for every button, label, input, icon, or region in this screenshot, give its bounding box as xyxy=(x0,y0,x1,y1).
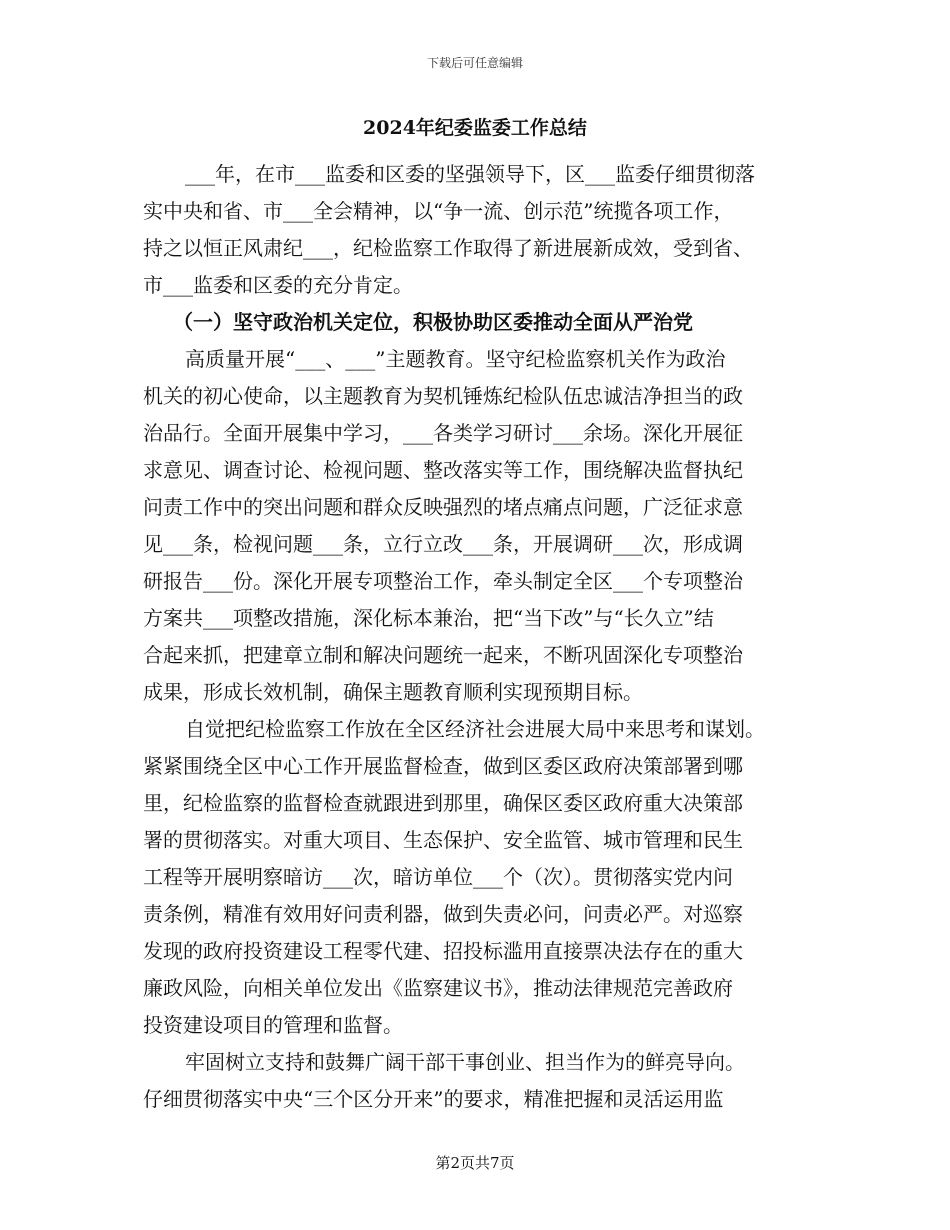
body-line: 成果，形成长效机制，确保主题教育顺利实现预期目标。 xyxy=(143,680,643,704)
body-line: 合起来抓，把建章立制和解决问题统一起来，不断巩固深化专项整治 xyxy=(143,643,743,667)
body-line: 持之以恒正风肃纪___，纪检监察工作取得了新进展新成效，受到省、 xyxy=(143,236,753,260)
body-line: 问责工作中的突出问题和群众反映强烈的堵点痛点问题，广泛征求意 xyxy=(143,495,743,519)
page-footer: 第2页共7页 xyxy=(435,1154,515,1172)
body-line: 投资建设项目的管理和监督。 xyxy=(143,1013,403,1037)
document-title: 2024年纪委监委工作总结 xyxy=(363,117,587,139)
body-line: 机关的初心使命，以主题教育为契机锤炼纪检队伍忠诚洁净担当的政 xyxy=(143,384,743,408)
body-line: 发现的政府投资建设工程零代建、招投标滥用直接票决法存在的重大 xyxy=(143,939,743,963)
section-heading: （一）坚守政治机关定位，积极协助区委推动全面从严治党 xyxy=(173,310,693,334)
body-line: 署的贯彻落实。对重大项目、生态保护、安全监管、城市管理和民生 xyxy=(143,828,743,852)
body-line: 治品行。全面开展集中学习，___各类学习研讨___余场。深化开展征 xyxy=(143,421,743,445)
body-line: 责条例，精准有效用好问责利器，做到失责必问，问责必严。对巡察 xyxy=(143,902,743,926)
body-line: 里，纪检监察的监督检查就跟进到那里，确保区委区政府重大决策部 xyxy=(143,791,743,815)
body-line: ___年，在市___监委和区委的坚强领导下，区___监委仔细贯彻落 xyxy=(185,162,755,186)
body-line: 实中央和省、市___全会精神，以“争一流、创示范”统揽各项工作， xyxy=(143,199,734,223)
body-line: 工程等开展明察暗访___次，暗访单位___个（次）。贯彻落实党内问 xyxy=(143,865,733,889)
body-line: 牢固树立支持和鼓舞广阔干部干事创业、担当作为的鲜亮导向。 xyxy=(185,1050,745,1074)
header-note: 下载后可任意编辑 xyxy=(426,56,523,70)
document-body xyxy=(143,156,813,1118)
body-line: 研报告___份。深化开展专项整治工作，牵头制定全区___个专项整治 xyxy=(143,569,743,593)
body-line: 廉政风险，向相关单位发出《监察建议书》，推动法律规范完善政府 xyxy=(143,976,733,1000)
body-line: 求意见、调查讨论、检视问题、整改落实等工作，围绕解决监督执纪 xyxy=(143,458,743,482)
body-line: 方案共___项整改措施，深化标本兼治，把“当下改”与“长久立”结 xyxy=(143,606,714,630)
body-line: 市___监委和区委的充分肯定。 xyxy=(143,273,413,297)
body-line: 紧紧围绕全区中心工作开展监督检查，做到区委区政府决策部署到哪 xyxy=(143,754,743,778)
body-line: 高质量开展“___、___”主题教育。坚守纪检监察机关作为政治 xyxy=(185,347,726,371)
body-line: 仔细贯彻落实中央“三个区分开来”的要求，精准把握和灵活运用监 xyxy=(143,1087,724,1111)
body-line: 自觉把纪检监察工作放在全区经济社会进展大局中来思考和谋划。 xyxy=(185,717,765,741)
body-line: 见___条，检视问题___条，立行立改___条，开展调研___次，形成调 xyxy=(143,532,743,556)
